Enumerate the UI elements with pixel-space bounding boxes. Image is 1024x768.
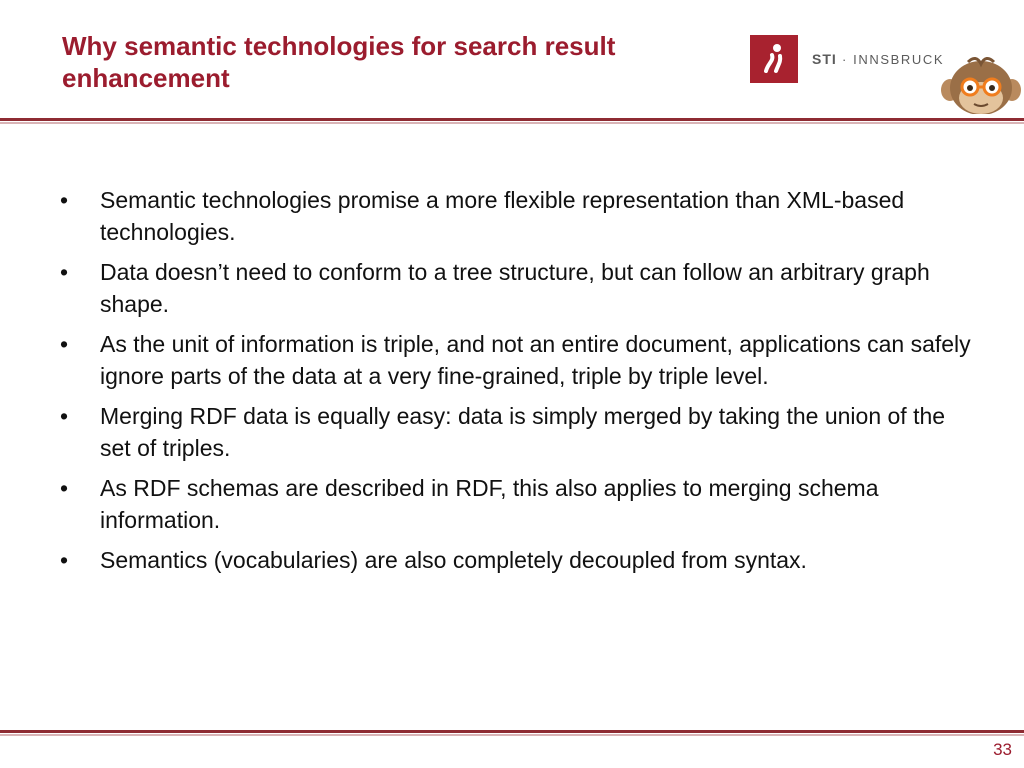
footer-divider-shadow (0, 734, 1024, 736)
logo-brand-rest: · INNSBRUCK (836, 52, 945, 67)
bullet-item: • As the unit of information is triple, and not an entire document, applications can safely ignore parts of the data at a very fine-grained, triple by triple level. (60, 328, 980, 392)
page-number: 33 (993, 740, 1012, 759)
bullet-item: • Data doesn’t need to conform to a tree structure, but can follow an arbitrary graph shape. (60, 256, 980, 320)
logo-wordmark (812, 51, 944, 67)
header-divider (0, 118, 1024, 121)
bullet-list (60, 184, 980, 584)
bullet-item: • Semantic technologies promise a more flexible representation than XML-based technologies. (60, 184, 980, 248)
bullet-item: • As RDF schemas are described in RDF, this also applies to merging schema information. (60, 472, 980, 536)
monkey-mascot-icon (940, 52, 1022, 114)
logo-brand-bold: STI (812, 51, 837, 67)
slide-title: Why semantic technologies for search result enhancement (62, 31, 616, 93)
header-divider-shadow (0, 122, 1024, 124)
sti-innsbruck-logo (750, 34, 944, 84)
footer-divider (0, 730, 1024, 733)
sti-logo-mark-icon (750, 35, 798, 83)
bullet-item: • Merging RDF data is equally easy: data is simply merged by taking the union of the set of triples. (60, 400, 980, 464)
bullet-item: • Semantics (vocabularies) are also completely decoupled from syntax. (60, 544, 980, 576)
